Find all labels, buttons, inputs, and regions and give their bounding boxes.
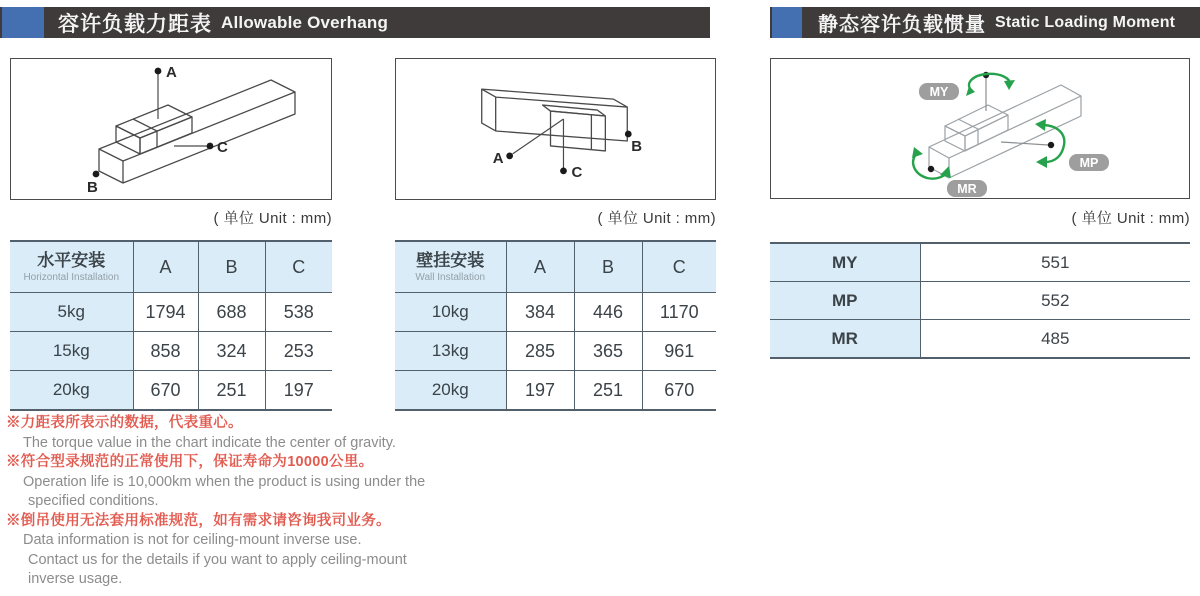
value-cell: 251 [574, 371, 642, 411]
value-cell: 1170 [642, 293, 716, 332]
footnotes [6, 414, 486, 590]
unit-label: ( 单位 Unit : mm) [597, 210, 716, 227]
table-row [395, 332, 716, 371]
column-header-a: A [133, 241, 198, 293]
table-row [770, 282, 1190, 320]
footnote-en: The torque value in the chart indicate the center of gravity. [23, 434, 396, 451]
table-row [395, 371, 716, 411]
moment-label-cell: MP [770, 282, 920, 320]
moment-label-cell: MR [770, 320, 920, 359]
rail-isometric-drawing [11, 59, 331, 199]
table-row [10, 371, 332, 411]
my-badge-label: MY [929, 85, 949, 99]
footnote-zh: ※力距表所表示的数据，代表重心。 [6, 415, 243, 431]
install-type-header [395, 241, 506, 293]
footnote-en: Data information is not for ceiling-mount inverse use. [23, 532, 362, 548]
section-header-overhang [0, 7, 710, 38]
load-cell: 20kg [395, 371, 506, 411]
footnote-en: specified conditions. [28, 493, 159, 509]
table-row [10, 332, 332, 371]
value-cell: 670 [133, 371, 198, 411]
value-cell: 688 [198, 293, 265, 332]
load-cell: 10kg [395, 293, 506, 332]
reference-point-dots [93, 68, 214, 178]
table-row [395, 293, 716, 332]
load-cell: 15kg [10, 332, 133, 371]
footnote-en: Operation life is 10,000km when the product is using under the [23, 473, 426, 490]
footnote-zh: ※符合型录规范的正常使用下，保证寿命为10000公里。 [6, 454, 374, 470]
point-b-label: B [631, 137, 643, 155]
point-a-label: A [492, 149, 504, 167]
install-type-zh: 壁挂安装 [416, 251, 485, 271]
rail-body [99, 80, 295, 183]
install-type-en: Horizontal Installation [23, 271, 120, 283]
load-cell: 5kg [10, 293, 133, 332]
moment-value-cell: 552 [920, 282, 1190, 320]
column-header-c: C [265, 241, 332, 293]
moment-label-cell: MY [770, 243, 920, 282]
value-cell: 1794 [133, 293, 198, 332]
column-header-b: B [574, 241, 642, 293]
value-cell: 538 [265, 293, 332, 332]
table-row [770, 243, 1190, 282]
section-title-zh: 静态容许负载惯量 [818, 14, 986, 36]
section-title-en: Static Loading Moment [995, 13, 1176, 31]
point-b-label: B [87, 179, 98, 196]
static-moment-table [770, 242, 1190, 359]
value-cell: 253 [265, 332, 332, 371]
header-accent-square [2, 7, 44, 38]
wall-installation-diagram [395, 58, 716, 200]
axis-lines [986, 77, 1048, 145]
section-title-zh: 容许负载力距表 [58, 12, 212, 36]
horizontal-installation-table [10, 240, 332, 411]
value-cell: 324 [198, 332, 265, 371]
column-header-b: B [198, 241, 265, 293]
value-cell: 285 [506, 332, 574, 371]
table-header-row [10, 241, 332, 293]
dimension-leader-lines [513, 119, 564, 169]
value-cell: 251 [198, 371, 265, 411]
value-cell: 384 [506, 293, 574, 332]
mr-badge-label: MR [957, 182, 977, 196]
install-type-en: Wall Installation [415, 271, 486, 283]
value-cell: 197 [265, 371, 332, 411]
header-accent-square [772, 7, 802, 38]
value-cell: 365 [574, 332, 642, 371]
point-c-label: C [571, 163, 583, 181]
rail-moment-drawing [771, 59, 1189, 198]
yaw-arrow-arc [969, 74, 1010, 90]
pitch-arrow-arc [1044, 125, 1064, 162]
install-type-header [10, 241, 133, 293]
point-c-label: C [217, 139, 228, 156]
column-header-a: A [506, 241, 574, 293]
value-cell: 858 [133, 332, 198, 371]
unit-label: ( 单位 Unit : mm) [1071, 210, 1190, 227]
load-cell: 20kg [10, 371, 133, 411]
wall-installation-table [395, 240, 716, 411]
dimension-leader-lines [158, 73, 208, 146]
point-a-label: A [166, 64, 177, 81]
moment-value-cell: 485 [920, 320, 1190, 359]
rail-body [482, 89, 628, 151]
moment-value-cell: 551 [920, 243, 1190, 282]
value-cell: 670 [642, 371, 716, 411]
footnote-en: inverse usage. [28, 571, 123, 587]
install-type-zh: 水平安装 [37, 251, 106, 271]
footnote-zh: ※倒吊使用无法套用标准规范，如有需求请咨询我司业务。 [6, 512, 391, 529]
footnote-en: Contact us for the details if you want to apply ceiling-mount [28, 551, 407, 568]
value-cell: 961 [642, 332, 716, 371]
value-cell: 446 [574, 293, 642, 332]
table-row [10, 293, 332, 332]
load-cell: 13kg [395, 332, 506, 371]
column-header-c: C [642, 241, 716, 293]
unit-label: ( 单位 Unit : mm) [213, 210, 332, 227]
mp-badge-label: MP [1079, 156, 1099, 170]
section-title-en: Allowable Overhang [221, 12, 389, 32]
table-row [770, 320, 1190, 359]
section-header-moment [770, 7, 1200, 38]
table-header-row [395, 241, 716, 293]
rail-side-drawing [396, 59, 715, 199]
horizontal-installation-diagram [10, 58, 332, 200]
value-cell: 197 [506, 371, 574, 411]
moment-axes-diagram [770, 58, 1190, 199]
